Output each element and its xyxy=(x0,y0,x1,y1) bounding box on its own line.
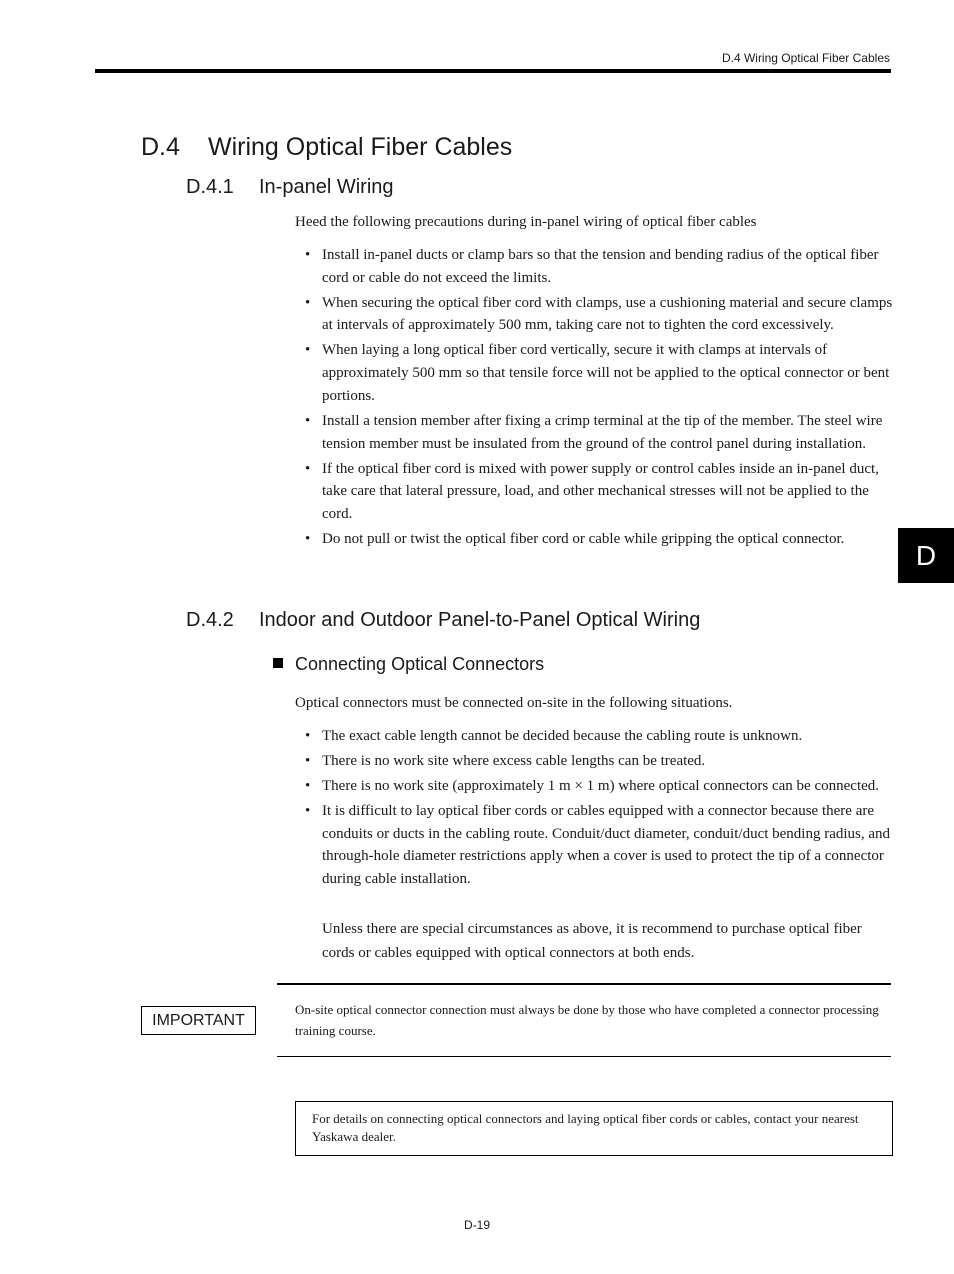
subsection-title: Indoor and Outdoor Panel-to-Panel Optical Wiring xyxy=(259,609,701,631)
list-item: • Do not pull or twist the optical fiber cord or cable while gripping the optical connector. xyxy=(305,528,893,551)
closing-paragraph: Unless there are special circumstances as above, it is recommend to purchase optical fiber cords or cables equipped with optical connectors at both ends. xyxy=(322,921,862,961)
important-bottom-rule xyxy=(277,1056,891,1057)
bullet-mark: • xyxy=(305,342,311,359)
situations-intro: Optical connectors must be connected on-site in the following situations. xyxy=(295,695,733,711)
topic-heading xyxy=(273,654,544,675)
section-title: Wiring Optical Fiber Cables xyxy=(208,133,513,161)
list-item: • The exact cable length cannot be decided because the cabling route is unknown. xyxy=(305,725,893,748)
subsection-title: In-panel Wiring xyxy=(259,176,394,198)
precautions-list xyxy=(305,244,893,553)
important-top-rule xyxy=(277,983,891,985)
bullet-mark: • xyxy=(305,530,311,547)
page-number: D-19 xyxy=(463,1218,490,1232)
situations-list xyxy=(305,725,893,893)
list-item: • When securing the optical fiber cord with clamps, use a cushioning material and secure clamps at intervals of approximately 500 mm, taking care not to tighten the cord excessively. xyxy=(305,292,893,337)
note-box xyxy=(295,1101,893,1156)
intro-paragraph: Heed the following precautions during in-panel wiring of optical fiber cables xyxy=(295,214,757,230)
list-item: • When laying a long optical fiber cord vertically, secure it with clamps at intervals of approximately 500 mm so that tensile force will not be applied to the optical connector or bent portions. xyxy=(305,339,893,407)
list-item: • Install in-panel ducts or clamp bars so that the tension and bending radius of the optical fiber cord or cable do not exceed the limits. xyxy=(305,244,893,289)
important-text: On-site optical connector connection must always be done by those who have completed a connector processing training course. xyxy=(295,1002,879,1038)
running-header: D.4 Wiring Optical Fiber Cables xyxy=(721,51,890,65)
subsection-heading-1 xyxy=(186,176,394,199)
topic-title: Connecting Optical Connectors xyxy=(295,654,545,674)
subsection-number: D.4.1 xyxy=(186,176,234,198)
bullet-mark: • xyxy=(305,460,311,477)
list-item: • There is no work site (approximately 1 m × 1 m) where optical connectors can be connected. xyxy=(305,775,893,798)
bullet-mark: • xyxy=(305,247,311,263)
header-rule xyxy=(95,69,891,73)
square-bullet-icon xyxy=(273,658,283,668)
bullet-mark: • xyxy=(305,728,311,744)
bullet-mark: • xyxy=(305,803,311,819)
list-item: • If the optical fiber cord is mixed with power supply or control cables inside an in-panel duct, take care that lateral pressure, load, and other mechanical stresses will not be applied to the cord. xyxy=(305,458,893,526)
bullet-mark: • xyxy=(305,753,311,769)
bullet-mark: • xyxy=(305,294,311,311)
subsection-heading-2 xyxy=(186,609,700,632)
subsection-number: D.4.2 xyxy=(186,609,234,631)
list-item: • Install a tension member after fixing a crimp terminal at the tip of the member. The steel wire tension member must be insulated from the ground of the control panel during installation. xyxy=(305,410,893,455)
list-item: • It is difficult to lay optical fiber cords or cables equipped with a connector because there are conduits or ducts in the cabling route. Conduit/duct diameter, conduit/duct bending radius, and through-hole diameter restrictions apply when a cover is used to protect the tip of a connector during cable installation. xyxy=(305,800,893,891)
bullet-mark: • xyxy=(305,412,311,429)
appendix-tab: D xyxy=(898,528,954,583)
section-heading xyxy=(141,133,512,162)
note-text: For details on connecting optical connectors and laying optical fiber cords or cables, contact your nearest Yaskawa dealer. xyxy=(312,1111,859,1144)
bullet-mark: • xyxy=(305,778,311,794)
section-number: D.4 xyxy=(141,133,180,161)
list-item: • There is no work site where excess cable lengths can be treated. xyxy=(305,750,893,773)
important-label: IMPORTANT xyxy=(141,1006,256,1035)
